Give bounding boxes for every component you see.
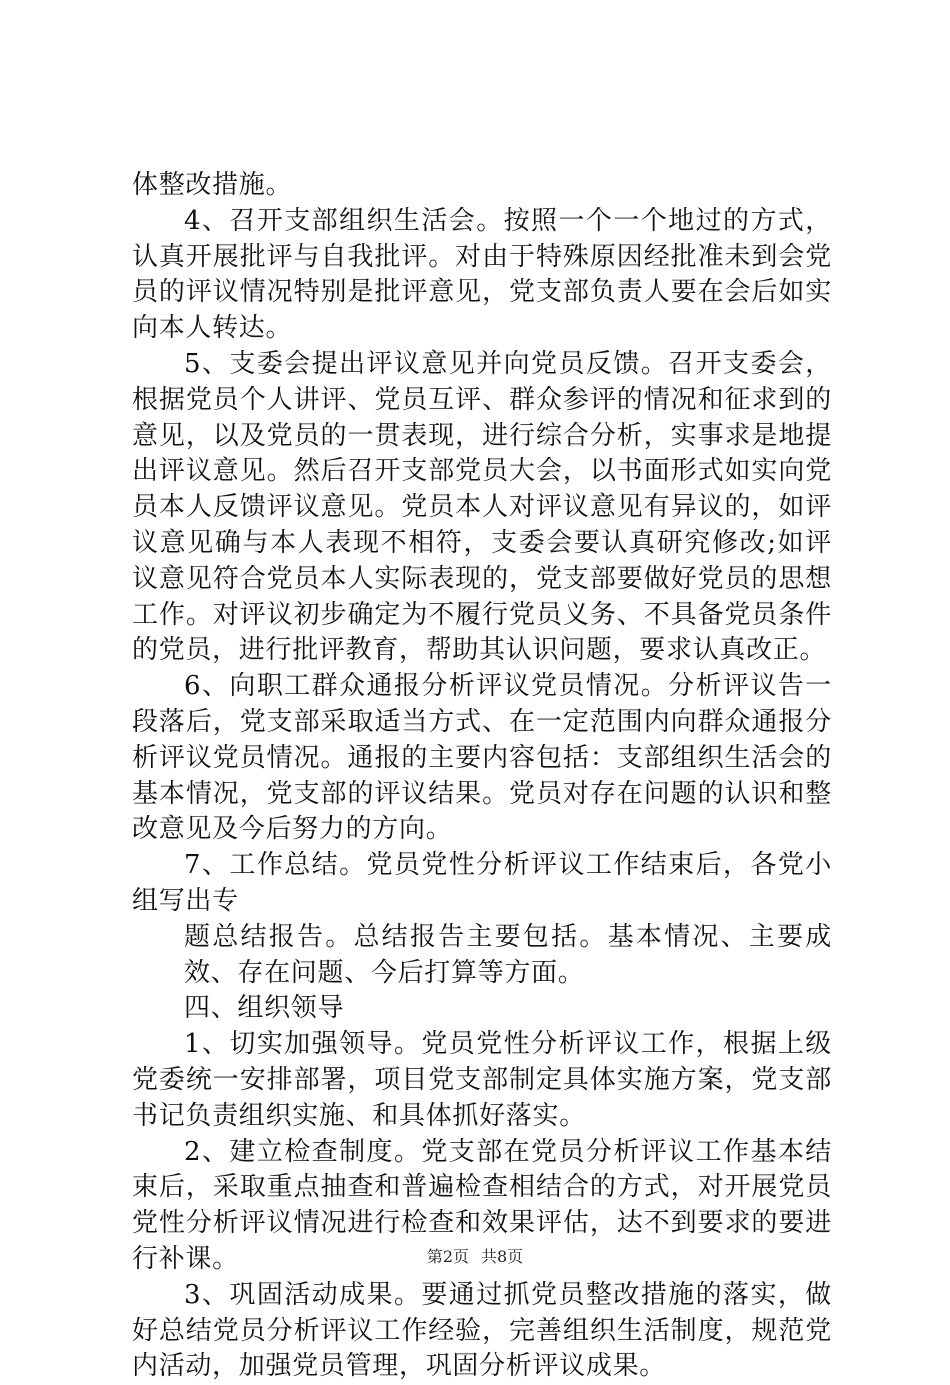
paragraph-item-6: 6、向职工群众通报分析评议党员情况。分析评议告一段落后，党支部采取适当方式、在一定范围内向群众通报分析评议党员情况。通报的主要内容包括：支部组织生活会的基本情况，党支部的评议结果。党员对存在问题的认识和整改意见及今后努力的方向。 [132, 671, 832, 845]
page-total: 共8页 [481, 1247, 524, 1266]
page-number: 第2页 [426, 1247, 469, 1266]
document-body [132, 168, 832, 1385]
paragraph-item-5: 5、支委会提出评议意见并向党员反馈。召开支委会，根据党员个人讲评、党员互评、群众参评的情况和征求到的意见，以及党员的一贯表现，进行综合分析，实事求是地提出评议意见。然后召开支部党员大会，以书面形式如实向党员本人反馈评议意见。党员本人对评议意见有异议的，如评议意见确与本人表现不相符，支委会要认真研究修改;如评议意见符合党员本人实际表现的，党支部要做好党员的思想工作。对评议初步确定为不履行党员义务、不具备党员条件的党员，进行批评教育，帮助其认识问题，要求认真改正。 [132, 348, 832, 666]
page-footer [0, 1247, 950, 1267]
paragraph-item-7-continued: 题总结报告。总结报告主要包括。基本情况、主要成效、存在问题、今后打算等方面。 [184, 921, 832, 988]
paragraph-item-4: 4、召开支部组织生活会。按照一个一个地过的方式，认真开展批评与自我批评。对由于特殊原因经批准未到会党员的评议情况特别是批评意见，党支部负责人要在会后如实向本人转达。 [132, 205, 832, 344]
paragraph-leadership-1: 1、切实加强领导。党员党性分析评议工作，根据上级党委统一安排部署，项目党支部制定具体实施方案，党支部书记负责组织实施、和具体抓好落实。 [132, 1029, 832, 1131]
section-heading-organization: 四、组织领导 [184, 993, 345, 1024]
paragraph-leadership-2: 2、建立检查制度。党支部在党员分析评议工作基本结束后，采取重点抽查和普遍检查相结合的方式，对开展党员党性分析评议情况进行检查和效果评估，达不到要求的要进行补课。 [132, 1136, 832, 1274]
paragraph-item-7: 7、工作总结。党员党性分析评议工作结束后，各党小组写出专 [132, 850, 832, 916]
paragraph-leadership-3: 3、巩固活动成果。要通过抓党员整改措施的落实，做好总结党员分析评议工作经验，完善组织生活制度，规范党内活动，加强党员管理，巩固分析评议成果。 [132, 1279, 832, 1382]
paragraph-continuation: 体整改措施。 [132, 170, 293, 200]
